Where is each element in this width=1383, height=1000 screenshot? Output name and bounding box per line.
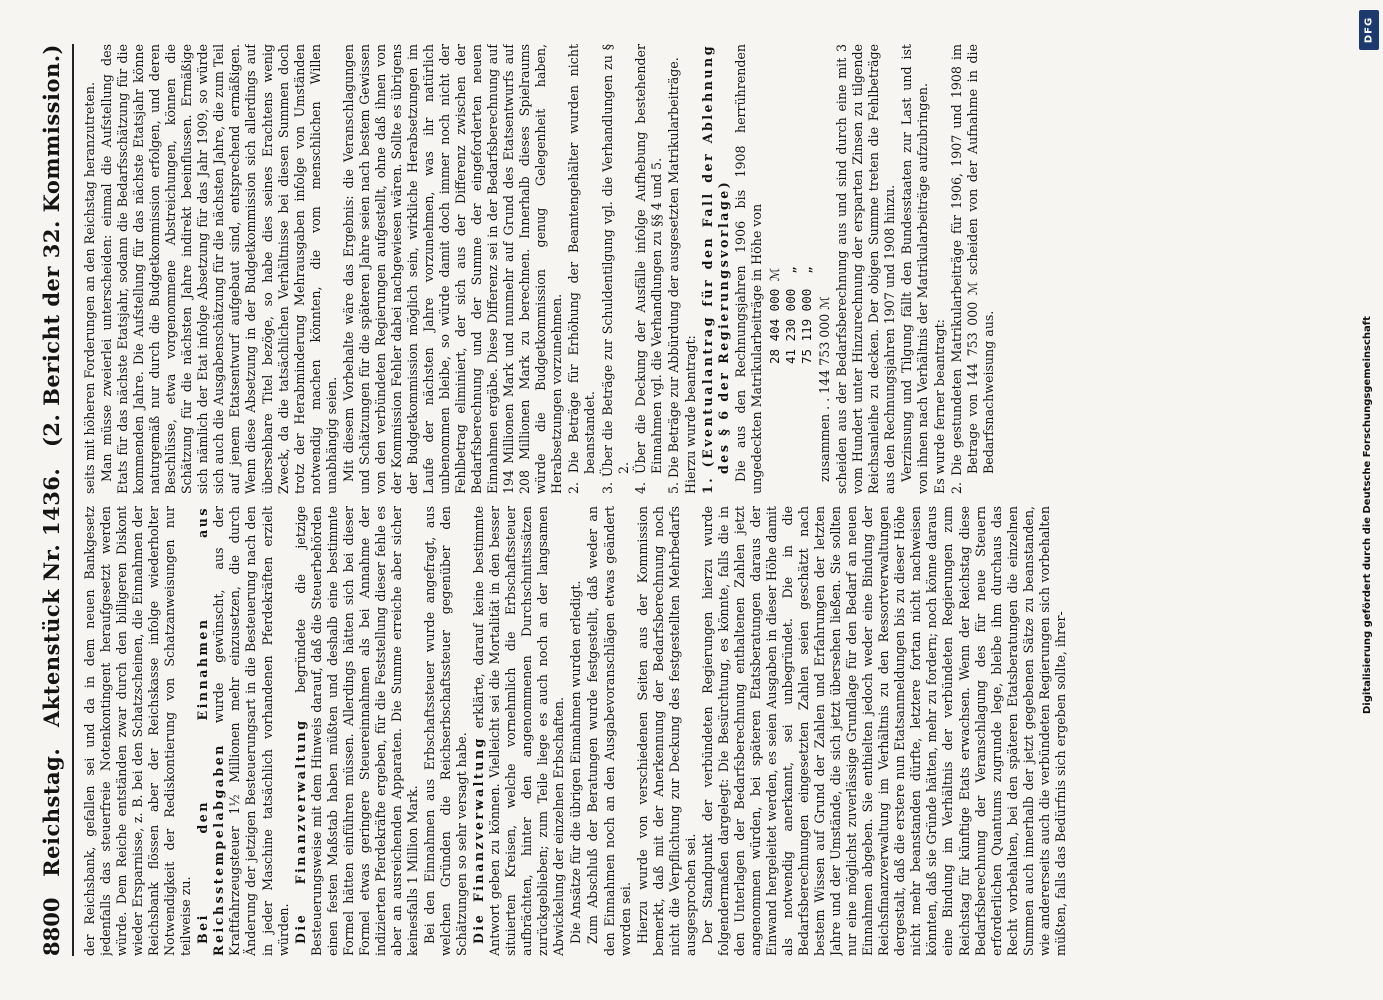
list-item: 3. Über die Beträge zur Schuldentilgung vgl. die Verhandlungen zu § 2. (599, 44, 631, 494)
list-item: 4. Über die Deckung der Ausfälle infolge Aufhebung bestehender Einnahmen vgl. die Verhandlungen zu §§ 4 und 5. (632, 44, 664, 494)
paragraph: der Reichsbank, gefallen sei und da in dem neuen Bankgesetz jedenfalls das steuerfreie Notenkontingent heraufgesetzt werden würde. Dem Reiche entständen zwar durch den billigeren Diskont wieder Ersparnisse, z. B. bei den Schatzscheinen, die Einnahmen der Reichsbank flössen aber der Reichskasse infolge wiederholter Notwendigkeit der Rediskontierung von Schatzanweisungen nur teilweise zu. (82, 506, 194, 956)
paragraph: Der Standpunkt der verbündeten Regierungen hierzu wurde folgendermaßen dargelegt: Die Besürchtung, es könnte, falls die in den Unterlagen der Bedarfsberechnung enthaltenen Zahlen jetzt angenommen würden, bei späteren Etatsberatungen daraus der Einwand hergeleitet werden, es seien Ausgaben in dieser Höhe damit als notwendig anerkannt, sei unbegründet. Die in die Bedarfsberechnungen eingesetzten Zahlen seien geschätzt nach bestem Wissen auf Grund der Zahlen und Erfahrungen der letzten Jahre und der Umstände, die sich jetzt übersehen ließen. Sie sollten nur eine möglichst zuverlässige Grundlage für den Bedarf an neuen Einnahmen abgeben. Sie enthielten jedoch weder eine Bindung der Reichsfinanzverwaltung im Verhältnis zu den Ressortverwaltungen dergestalt, daß die erstere nun Etatsanmeldungen bis zu dieser Höhe nicht mehr beanstanden dürfte, letztere fortan nicht nachweisen könnten, daß sie Gründe hätten, mehr zu fordern; noch könne daraus eine Bindung im Verhältnis der verbündeten Regierungen zum Reichstag für künftige Etats erwachsen. Wenn der Reichstag diese Bedarfsberechnung der Veranschlagung des für neue Steuern erforderlichen Quantums zugrunde lege, bleibe ihm durchaus das Recht vorbehalten, bei den späteren Etatsberatungen die einzelnen Summen auch innerhalb der jetzt gegebenen Sätze zu beanstanden, wie andererseits auch die verbündeten Regierungen sich vorbehalten müßten, falls das Bedürfnis sich ergeben sollte, ihrer- (699, 506, 1068, 956)
spaced-heading: Die Finanzverwaltung (292, 718, 308, 944)
sum-line: 41 230 000 „ (782, 266, 798, 364)
spaced-heading: Bei den Einnahmen aus Reichsstempelabgaben (195, 506, 227, 956)
list-item: 5. Die Beträge zur Abbürdung der ausgesetzten Matrikularbeiträge. (665, 57, 681, 494)
sum-table (767, 44, 815, 364)
header-center-title: Aktenstück Nr. 1436. (38, 467, 64, 728)
paragraph: scheiden aus der Bedarfsberechnung aus und sind durch eine mit 3 vom Hundert unter Hinzurechnung der ersparten Zinsen zu tilgende Reichsanleihe zu decken. Der obigen Summe treten die Fehlbeträge aus den Rechnungsjahren 1907 und 1908 hinzu. (834, 44, 898, 494)
sum-total: zusammen . . 144 753 000 ℳ (816, 296, 832, 482)
paragraph: Zum Abschluß der Beratungen wurde festgestellt, daß weder an den Einnahmen noch an den Ausgabevoranschlägen etwas geändert worden sei. (585, 506, 633, 956)
paragraph: Die Finanzverwaltung erklärte, darauf keine bestimmte Antwort geben zu können. Vielleicht sei die Mortalität in den besser situierten Kreisen, welche vornehmlich die Erbschaftssteuer aufbrächten, hinter den angenommenen Durchschnittssätzen zurückgeblieben; zum Teile liege es auch noch an der langsamen Abwickelung der einzelnen Erbschaften. (471, 506, 567, 956)
header-right-title: (2. Bericht der 32. Kommission.) (38, 44, 64, 448)
paragraph: seits mit höheren Forderungen an den Reichstag heranzutreten. (82, 82, 97, 494)
header-rule (72, 44, 74, 956)
paragraph: Die Ansätze für die übrigen Einnahmen wurden erledigt. (568, 580, 584, 944)
paragraph: Man müsse zweierlei unterscheiden: einmal die Aufstellung des Etats für das nächste Etatsjahr, sodann die Bedarfsschätzung für die kommenden Jahre. Die Aufstellung für das nächste Etatsjahr könne naturgemäß nur durch die Budgetkommission erfolgen, und deren Beschlüsse, etwa vorgenommene Abstreichungen, können die Schätzung für die nächsten Jahre indirekt beeinflussen. Ermäßige sich nämlich der Etat infolge Absetzung für das Jahr 1909, so würde sich auch die Ausgabenschätzung für die nächsten Jahre, die zum Teil auf jenem Etatsentwurf aufgebaut sind, entsprechend ermäßigen. Wenn diese Absetzung in der Budgetkommission sich allerdings auf übersehbare Titel bezöge, so habe dies seines Erachtens wenig Zweck, da die tatsächlichen Verhältnisse bei diesen Summen doch trotz der Herabminderung Mehrausgaben infolge von Umständen notwendig machen könnten, die vom menschlichen Willen unabhängig seien. (99, 44, 339, 494)
sum-line: 28 404 000 ℳ (766, 267, 782, 364)
rotated-document-page (26, 30, 1356, 970)
page-header (34, 44, 68, 956)
paragraph: Bei den Einnahmen aus Erbschaftssteuer wurde angefragt, aus welchen Gründen die Reichserbschaftssteuer gegenüber den Schätzungen so sehr versagt habe. (421, 506, 470, 956)
list-item: 2. Die Beträge für Erhöhung der Beamtengehälter wurden nicht beanstandet. (566, 44, 598, 494)
digitization-sidebar (1358, 8, 1380, 992)
digitization-credit: Digitalisierung gefördert durch die Deutsche Forschungsgemeinschaft (1362, 316, 1373, 714)
paragraph: Verzinsung und Tilgung fällt den Bundesstaaten zur Last und ist von ihnen nach Verhältnis der Matrikularbeiträge aufzubringen. (899, 44, 931, 494)
paragraph: Die aus den Rechnungsjahren 1906 bis 1908 herrührenden ungedeckten Matrikularbeiträge in Höhe von (732, 44, 764, 494)
paragraph: Die Finanzverwaltung begründete die jetzige Besteuerungsweise mit dem Hinweis darauf, daß die Steuerbehörden einen festen Maßstab haben müßten und deshalb eine bestimmte Formel hätten einführen müssen. Allerdings hätten sich bei dieser Formel etwas geringere Steuereinnahmen als bei Annahme der indizierten Pferdekräfte ergeben, für die Feststellung dieser fehle es aber an ausreichenden Apparaten. Die Summe erreiche aber sicher keinesfalls 1 Million Mark. (292, 506, 420, 956)
list-item: 2. Die gestundeten Matrikularbeiträge für 1906, 1907 und 1908 im Betrage von 144 753 000 ℳ scheiden von der Aufnahme in die Bedarfsnachweisung aus. (949, 44, 997, 494)
page-number: 8800 (38, 897, 64, 956)
right-column (82, 44, 1348, 494)
spaced-heading: Die Finanzverwaltung (471, 736, 487, 944)
paragraph: Mit diesem Vorbehalte wäre das Ergebnis: die Veranschlagungen und Schätzungen für die späteren Jahre seien nach bestem Gewissen von den verbündeten Regierungen aufgestellt, ohne daß ihnen von der Kommission Fehler dabei nachgewiesen wären. Sollte es übrigens der Budgetkommission möglich sein, wirkliche Herabsetzungen im Laufe der nächsten Jahre vorzunehmen, was ihr natürlich unbenommen bleibe, so würde damit doch immer noch nicht der Fehlbetrag eliminiert, der sich aus der Differenz zwischen der Bedarfsberechnung und der Summe der eingeforderten neuen Einnahmen ergäbe. Diese Differenz sei in der Bedarfsberechnung auf 194 Millionen Mark und nunmehr auf Grund des Etatsentwurfs auf 208 Millionen Mark zu berechnen. Innerhalb dieses Spielraums würde die Budgetkommission genug Gelegenheit haben, Herabsetzungen vorzunehmen. (340, 44, 565, 494)
sum-line: 75 119 000 „ (798, 266, 814, 364)
header-left-title: Reichstag. (38, 747, 64, 877)
paragraph: Bei den Einnahmen aus Reichsstempelabgaben wurde gewünscht, aus der Kraftfahrzeugsteuer 1½ Millionen mehr einzusetzen, die durch Änderung der jetzigen Besteuerungsart in die Besteuerung nach den in jeder Maschine tatsächlich vorhandenen Pferdekräften erzielt würden. (195, 506, 291, 956)
left-column (82, 506, 1348, 956)
paragraph: Hierzu wurde von verschiedenen Seiten aus der Kommission bemerkt, daß mit der Anerkennung der Bedarfsberechnung noch nicht die Verpflichtung zur Deckung des festgestellten Mehrbedarfs ausgesprochen sei. (634, 506, 698, 956)
dfg-logo: DFG (1359, 10, 1379, 50)
list-item (700, 44, 732, 494)
paragraph: Hierzu wurde beantragt: (682, 335, 698, 494)
paragraph: Es wurde ferner beantragt: (932, 319, 948, 494)
spaced-heading: 1. (Eventualantrag für den Fall der Ablehnung des § 6 der Regierungsvorlage) (699, 44, 731, 494)
